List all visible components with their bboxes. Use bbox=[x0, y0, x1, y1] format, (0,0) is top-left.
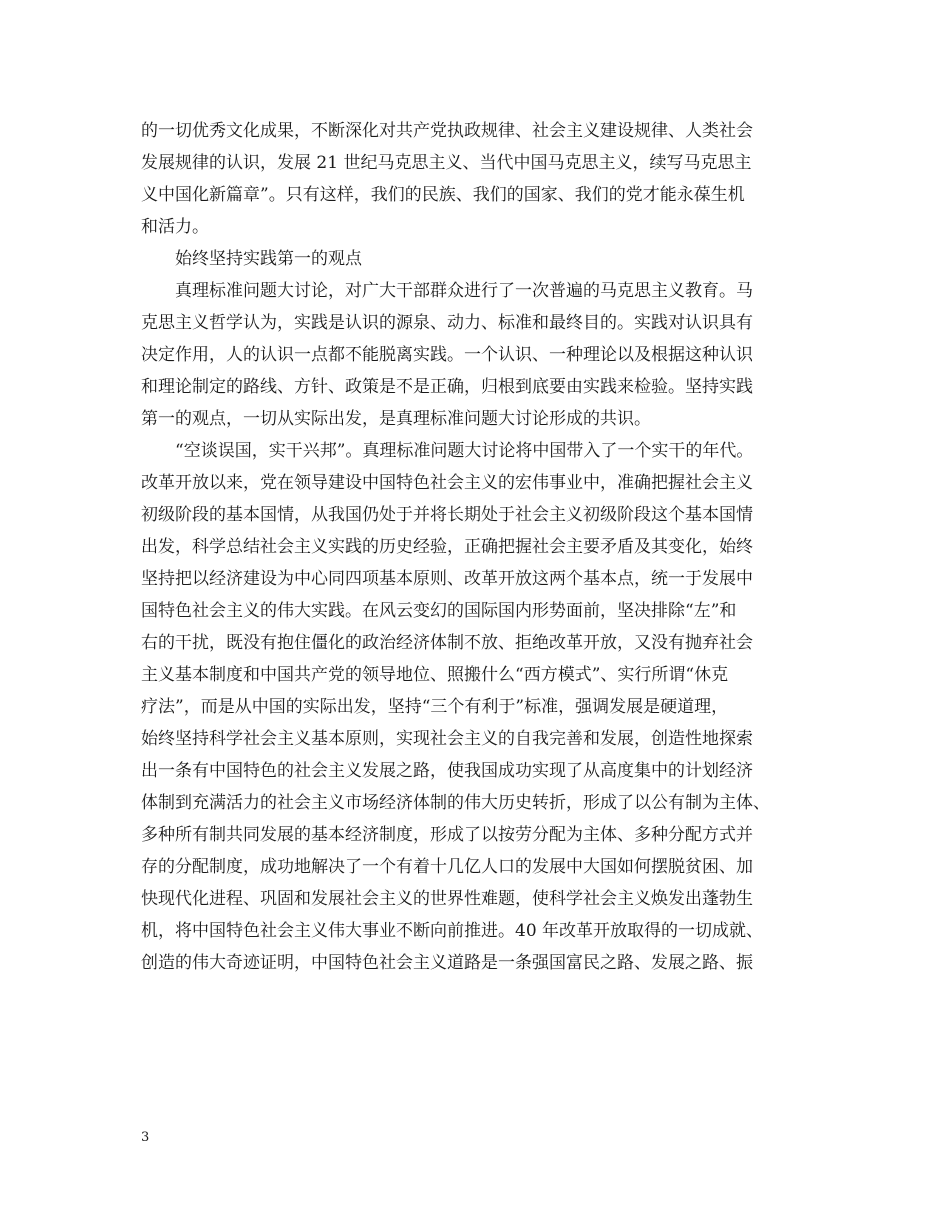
text-line: 初级阶段的基本国情，从我国仍处于并将长期处于社会主义初级阶段这个基本国情 bbox=[141, 505, 753, 525]
text-line: 出一条有中国特色的社会主义发展之路，使我国成功实现了从高度集中的计划经济 bbox=[141, 761, 753, 781]
text-line: 克思主义哲学认为，实践是认识的源泉、动力、标准和最终目的。实践对认识具有 bbox=[141, 313, 753, 333]
section-heading: 始终坚持实践第一的观点 bbox=[175, 249, 362, 269]
text-line: 国特色社会主义的伟大实践。在风云变幻的国际国内形势面前，坚决排除“左”和 bbox=[141, 601, 737, 621]
text-line: 发展规律的认识，发展 21 世纪马克思主义、当代中国马克思主义，续写马克思主 bbox=[141, 153, 752, 173]
text-line: 多种所有制共同发展的基本经济制度，形成了以按劳分配为主体、多种分配方式并 bbox=[141, 825, 753, 845]
text-line: 和理论制定的路线、方针、政策是不是正确，归根到底要由实践来检验。坚持实践 bbox=[141, 377, 753, 397]
text-line: 快现代化进程、巩固和发展社会主义的世界性难题，使科学社会主义焕发出蓬勃生 bbox=[141, 889, 753, 909]
text-line: 出发，科学总结社会主义实践的历史经验，正确把握社会主要矛盾及其变化，始终 bbox=[141, 537, 753, 557]
paragraph-2 bbox=[141, 275, 813, 435]
text-line: 的一切优秀文化成果，不断深化对共产党执政规律、社会主义建设规律、人类社会 bbox=[141, 121, 753, 141]
text-line: 疗法”，而是从中国的实际出发，坚持“三个有利于”标准，强调发展是硬道理， bbox=[141, 697, 729, 717]
text-line: 右的干扰，既没有抱住僵化的政治经济体制不放、拒绝改革开放，又没有抛弃社会 bbox=[141, 633, 753, 653]
text-line: 主义基本制度和中国共产党的领导地位、照搬什么“西方模式”、实行所谓“休克 bbox=[141, 665, 729, 685]
text-line: 机，将中国特色社会主义伟大事业不断向前推进。40 年改革开放取得的一切成就、 bbox=[141, 921, 764, 941]
document-body bbox=[141, 115, 813, 979]
text-line: 改革开放以来，党在领导建设中国特色社会主义的宏伟事业中，准确把握社会主义 bbox=[141, 473, 753, 493]
text-line: 坚持把以经济建设为中心同四项基本原则、改革开放这两个基本点，统一于发展中 bbox=[141, 569, 753, 589]
paragraph-3 bbox=[141, 435, 813, 979]
paragraph-1 bbox=[141, 115, 813, 243]
text-line: 始终坚持科学社会主义基本原则，实现社会主义的自我完善和发展，创造性地探索 bbox=[141, 729, 753, 749]
text-line: 和活力。 bbox=[141, 217, 209, 237]
text-line: “空谈误国，实干兴邦”。真理标准问题大讨论将中国带入了一个实干的年代。 bbox=[175, 441, 754, 461]
text-line: 决定作用，人的认识一点都不能脱离实践。一个认识、一种理论以及根据这种认识 bbox=[141, 345, 753, 365]
text-line: 存的分配制度，成功地解决了一个有着十几亿人口的发展中大国如何摆脱贫困、加 bbox=[141, 857, 753, 877]
text-line: 创造的伟大奇迹证明，中国特色社会主义道路是一条强国富民之路、发展之路、振 bbox=[141, 953, 753, 973]
text-line: 第一的观点，一切从实际出发，是真理标准问题大讨论形成的共识。 bbox=[141, 409, 651, 429]
text-line: 体制到充满活力的社会主义市场经济体制的伟大历史转折，形成了以公有制为主体、 bbox=[141, 793, 770, 813]
text-line: 义中国化新篇章”。只有这样，我们的民族、我们的国家、我们的党才能永葆生机 bbox=[141, 185, 745, 205]
page-number: 3 bbox=[141, 1130, 150, 1145]
text-line: 真理标准问题大讨论，对广大干部群众进行了一次普遍的马克思主义教育。马 bbox=[175, 281, 753, 301]
